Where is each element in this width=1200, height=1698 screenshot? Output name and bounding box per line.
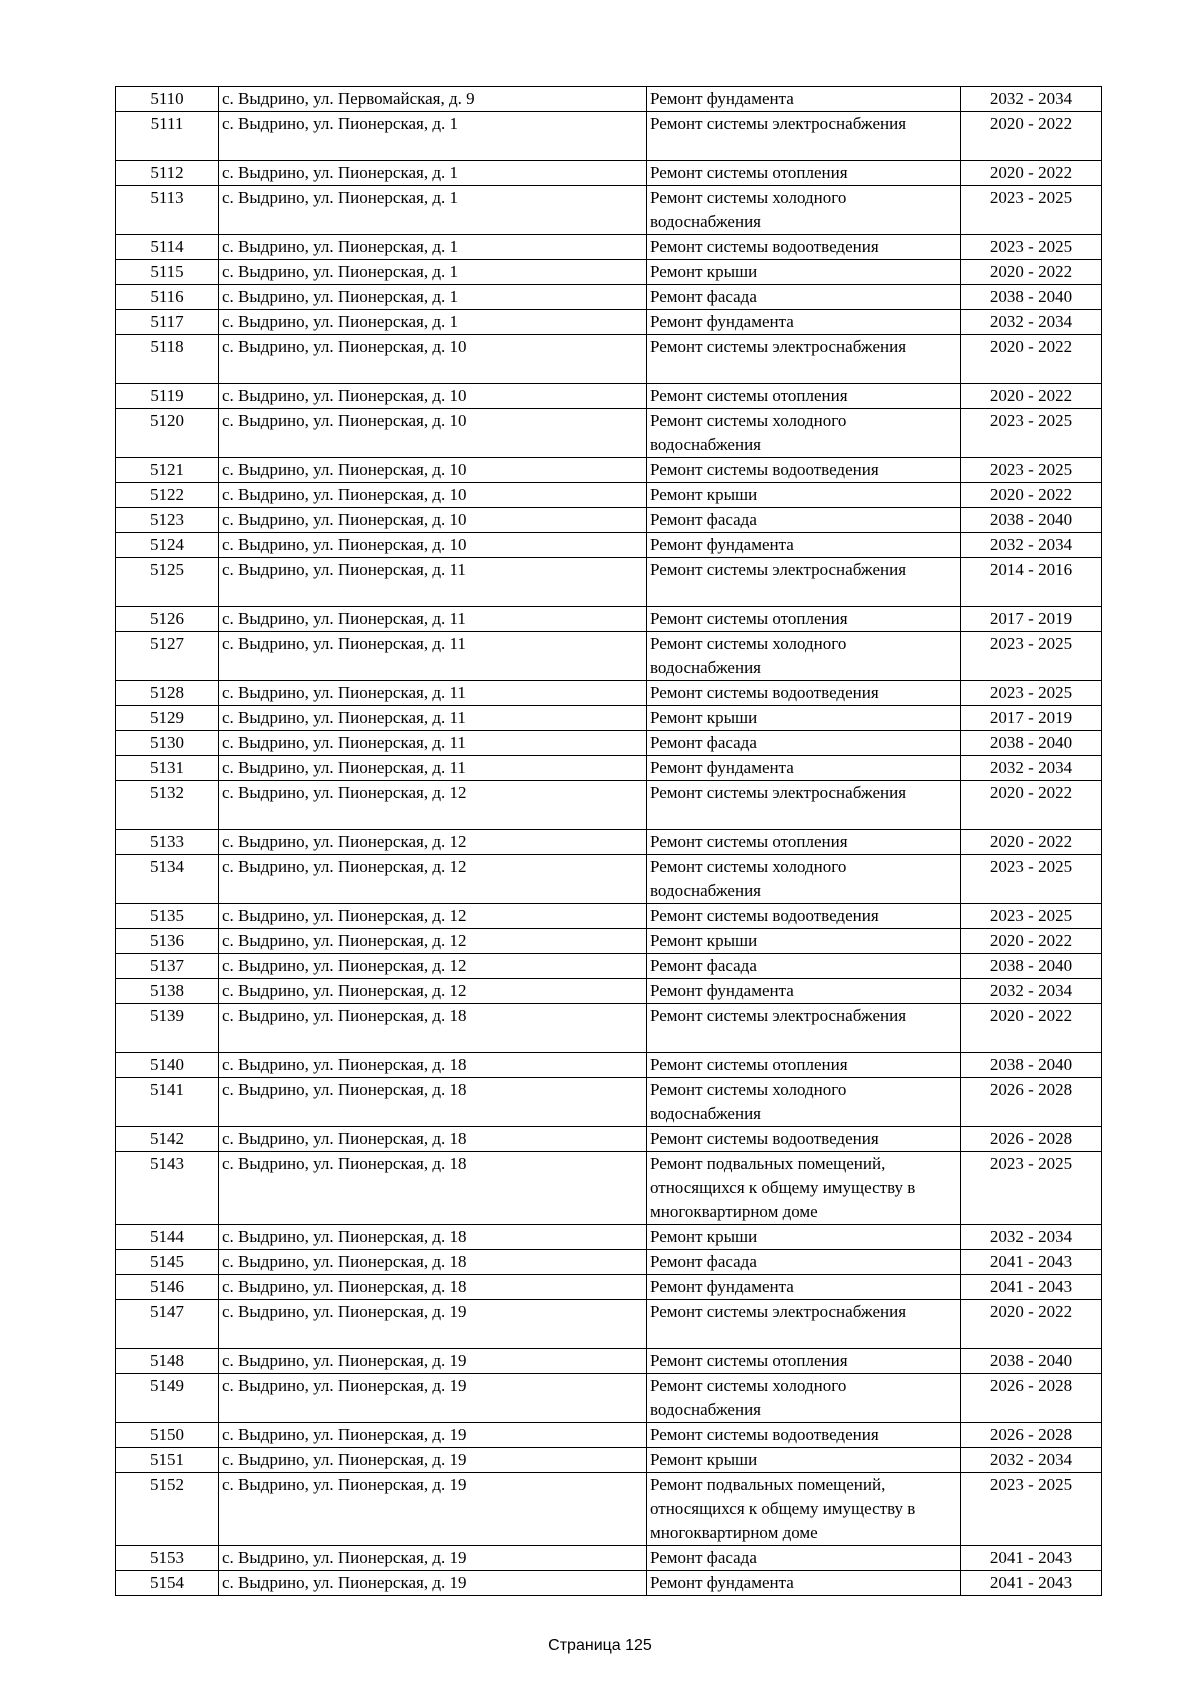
cell-work-type: Ремонт системы отопления — [647, 384, 961, 409]
cell-work-type: Ремонт системы водоотведения — [647, 458, 961, 483]
table-row — [116, 781, 1102, 830]
cell-address: с. Выдрино, ул. Пионерская, д. 11 — [219, 706, 647, 731]
cell-number: 5133 — [116, 830, 219, 855]
cell-period: 2041 - 2043 — [961, 1571, 1102, 1596]
cell-period: 2020 - 2022 — [961, 112, 1102, 161]
cell-number: 5153 — [116, 1546, 219, 1571]
cell-work-type: Ремонт системы электроснабжения — [647, 558, 961, 607]
table-row — [116, 1423, 1102, 1448]
cell-number: 5129 — [116, 706, 219, 731]
cell-period: 2023 - 2025 — [961, 1152, 1102, 1225]
cell-address: с. Выдрино, ул. Пионерская, д. 1 — [219, 235, 647, 260]
cell-address: с. Выдрино, ул. Пионерская, д. 12 — [219, 979, 647, 1004]
cell-work-type: Ремонт фундамента — [647, 1275, 961, 1300]
cell-number: 5138 — [116, 979, 219, 1004]
table-row — [116, 830, 1102, 855]
table-row — [116, 161, 1102, 186]
cell-work-type: Ремонт фундамента — [647, 310, 961, 335]
table-row — [116, 1571, 1102, 1596]
cell-period: 2032 - 2034 — [961, 533, 1102, 558]
table-row — [116, 186, 1102, 235]
cell-number: 5130 — [116, 731, 219, 756]
cell-period: 2032 - 2034 — [961, 756, 1102, 781]
cell-address: с. Выдрино, ул. Пионерская, д. 19 — [219, 1423, 647, 1448]
table-row — [116, 929, 1102, 954]
cell-work-type: Ремонт системы водоотведения — [647, 1423, 961, 1448]
cell-address: с. Выдрино, ул. Пионерская, д. 12 — [219, 855, 647, 904]
table-row — [116, 1349, 1102, 1374]
table-row — [116, 1078, 1102, 1127]
cell-number: 5111 — [116, 112, 219, 161]
cell-period: 2026 - 2028 — [961, 1127, 1102, 1152]
cell-number: 5115 — [116, 260, 219, 285]
table-row — [116, 409, 1102, 458]
cell-address: с. Выдрино, ул. Пионерская, д. 11 — [219, 607, 647, 632]
cell-number: 5154 — [116, 1571, 219, 1596]
cell-number: 5142 — [116, 1127, 219, 1152]
cell-work-type: Ремонт крыши — [647, 260, 961, 285]
table-row — [116, 285, 1102, 310]
cell-work-type: Ремонт системы водоотведения — [647, 1127, 961, 1152]
cell-address: с. Выдрино, ул. Пионерская, д. 18 — [219, 1127, 647, 1152]
cell-period: 2041 - 2043 — [961, 1546, 1102, 1571]
cell-work-type: Ремонт фасада — [647, 508, 961, 533]
cell-period: 2041 - 2043 — [961, 1250, 1102, 1275]
cell-address: с. Выдрино, ул. Пионерская, д. 19 — [219, 1448, 647, 1473]
cell-address: с. Выдрино, ул. Пионерская, д. 12 — [219, 830, 647, 855]
table-row — [116, 260, 1102, 285]
cell-work-type: Ремонт системы холодного водоснабжения — [647, 409, 961, 458]
table-row — [116, 1053, 1102, 1078]
cell-number: 5147 — [116, 1300, 219, 1349]
cell-address: с. Выдрино, ул. Пионерская, д. 18 — [219, 1152, 647, 1225]
cell-number: 5132 — [116, 781, 219, 830]
cell-work-type: Ремонт фасада — [647, 1546, 961, 1571]
cell-work-type: Ремонт крыши — [647, 706, 961, 731]
cell-period: 2020 - 2022 — [961, 335, 1102, 384]
cell-period: 2032 - 2034 — [961, 1448, 1102, 1473]
cell-number: 5146 — [116, 1275, 219, 1300]
cell-address: с. Выдрино, ул. Пионерская, д. 19 — [219, 1300, 647, 1349]
cell-number: 5114 — [116, 235, 219, 260]
cell-number: 5152 — [116, 1473, 219, 1546]
cell-period: 2026 - 2028 — [961, 1374, 1102, 1423]
cell-number: 5137 — [116, 954, 219, 979]
cell-work-type: Ремонт системы отопления — [647, 830, 961, 855]
table-row — [116, 310, 1102, 335]
cell-number: 5120 — [116, 409, 219, 458]
cell-number: 5128 — [116, 681, 219, 706]
table-row — [116, 508, 1102, 533]
cell-number: 5149 — [116, 1374, 219, 1423]
cell-period: 2020 - 2022 — [961, 929, 1102, 954]
cell-address: с. Выдрино, ул. Пионерская, д. 10 — [219, 384, 647, 409]
cell-address: с. Выдрино, ул. Пионерская, д. 11 — [219, 756, 647, 781]
table-row — [116, 756, 1102, 781]
cell-number: 5131 — [116, 756, 219, 781]
table-row — [116, 1300, 1102, 1349]
table-row — [116, 607, 1102, 632]
cell-period: 2023 - 2025 — [961, 235, 1102, 260]
cell-work-type: Ремонт фасада — [647, 285, 961, 310]
table-row — [116, 1275, 1102, 1300]
table-row — [116, 1127, 1102, 1152]
cell-period: 2023 - 2025 — [961, 904, 1102, 929]
cell-period: 2020 - 2022 — [961, 1300, 1102, 1349]
cell-work-type: Ремонт фасада — [647, 954, 961, 979]
cell-number: 5151 — [116, 1448, 219, 1473]
cell-work-type: Ремонт фундамента — [647, 87, 961, 112]
table-row — [116, 558, 1102, 607]
cell-period: 2038 - 2040 — [961, 1053, 1102, 1078]
cell-address: с. Выдрино, ул. Пионерская, д. 19 — [219, 1546, 647, 1571]
cell-number: 5144 — [116, 1225, 219, 1250]
cell-address: с. Выдрино, ул. Пионерская, д. 1 — [219, 260, 647, 285]
cell-work-type: Ремонт системы электроснабжения — [647, 1300, 961, 1349]
cell-number: 5123 — [116, 508, 219, 533]
table-row — [116, 706, 1102, 731]
repair-schedule-table — [115, 86, 1102, 1596]
cell-period: 2032 - 2034 — [961, 87, 1102, 112]
cell-address: с. Выдрино, ул. Пионерская, д. 19 — [219, 1374, 647, 1423]
cell-number: 5116 — [116, 285, 219, 310]
table-row — [116, 979, 1102, 1004]
cell-period: 2032 - 2034 — [961, 310, 1102, 335]
table-row — [116, 1004, 1102, 1053]
cell-period: 2026 - 2028 — [961, 1423, 1102, 1448]
cell-period: 2023 - 2025 — [961, 186, 1102, 235]
cell-work-type: Ремонт системы электроснабжения — [647, 112, 961, 161]
cell-period: 2023 - 2025 — [961, 1473, 1102, 1546]
cell-number: 5145 — [116, 1250, 219, 1275]
cell-work-type: Ремонт фундамента — [647, 979, 961, 1004]
cell-period: 2020 - 2022 — [961, 260, 1102, 285]
cell-work-type: Ремонт системы холодного водоснабжения — [647, 855, 961, 904]
table-row — [116, 904, 1102, 929]
cell-address: с. Выдрино, ул. Пионерская, д. 10 — [219, 483, 647, 508]
cell-period: 2020 - 2022 — [961, 161, 1102, 186]
cell-work-type: Ремонт фундамента — [647, 756, 961, 781]
cell-number: 5139 — [116, 1004, 219, 1053]
cell-work-type: Ремонт системы холодного водоснабжения — [647, 186, 961, 235]
cell-address: с. Выдрино, ул. Пионерская, д. 10 — [219, 508, 647, 533]
cell-address: с. Выдрино, ул. Пионерская, д. 18 — [219, 1275, 647, 1300]
table-row — [116, 384, 1102, 409]
cell-period: 2017 - 2019 — [961, 706, 1102, 731]
page-number: Страница 125 — [548, 1637, 652, 1654]
cell-address: с. Выдрино, ул. Пионерская, д. 18 — [219, 1004, 647, 1053]
cell-address: с. Выдрино, ул. Пионерская, д. 19 — [219, 1571, 647, 1596]
cell-number: 5121 — [116, 458, 219, 483]
table-row — [116, 632, 1102, 681]
table-row — [116, 1225, 1102, 1250]
cell-address: с. Выдрино, ул. Пионерская, д. 1 — [219, 310, 647, 335]
cell-number: 5127 — [116, 632, 219, 681]
cell-work-type: Ремонт системы электроснабжения — [647, 335, 961, 384]
cell-address: с. Выдрино, ул. Пионерская, д. 18 — [219, 1053, 647, 1078]
cell-period: 2032 - 2034 — [961, 1225, 1102, 1250]
cell-work-type: Ремонт системы водоотведения — [647, 904, 961, 929]
cell-period: 2020 - 2022 — [961, 483, 1102, 508]
cell-work-type: Ремонт системы холодного водоснабжения — [647, 632, 961, 681]
cell-address: с. Выдрино, ул. Пионерская, д. 10 — [219, 335, 647, 384]
table-row — [116, 855, 1102, 904]
cell-period: 2014 - 2016 — [961, 558, 1102, 607]
cell-work-type: Ремонт системы холодного водоснабжения — [647, 1078, 961, 1127]
cell-period: 2023 - 2025 — [961, 632, 1102, 681]
cell-work-type: Ремонт системы отопления — [647, 1349, 961, 1374]
cell-number: 5134 — [116, 855, 219, 904]
cell-number: 5119 — [116, 384, 219, 409]
cell-address: с. Выдрино, ул. Пионерская, д. 10 — [219, 458, 647, 483]
cell-period: 2038 - 2040 — [961, 285, 1102, 310]
cell-address: с. Выдрино, ул. Пионерская, д. 12 — [219, 929, 647, 954]
cell-period: 2023 - 2025 — [961, 681, 1102, 706]
table-body — [116, 87, 1102, 1596]
cell-period: 2023 - 2025 — [961, 458, 1102, 483]
cell-work-type: Ремонт фасада — [647, 1250, 961, 1275]
cell-address: с. Выдрино, ул. Пионерская, д. 19 — [219, 1349, 647, 1374]
cell-address: с. Выдрино, ул. Пионерская, д. 1 — [219, 285, 647, 310]
cell-address: с. Выдрино, ул. Пионерская, д. 11 — [219, 632, 647, 681]
cell-address: с. Выдрино, ул. Пионерская, д. 19 — [219, 1473, 647, 1546]
cell-address: с. Выдрино, ул. Пионерская, д. 11 — [219, 558, 647, 607]
cell-address: с. Выдрино, ул. Пионерская, д. 1 — [219, 186, 647, 235]
table-row — [116, 1374, 1102, 1423]
cell-work-type: Ремонт фундамента — [647, 533, 961, 558]
cell-work-type: Ремонт системы электроснабжения — [647, 1004, 961, 1053]
cell-number: 5140 — [116, 1053, 219, 1078]
cell-period: 2017 - 2019 — [961, 607, 1102, 632]
cell-work-type: Ремонт системы холодного водоснабжения — [647, 1374, 961, 1423]
cell-number: 5148 — [116, 1349, 219, 1374]
cell-address: с. Выдрино, ул. Пионерская, д. 10 — [219, 533, 647, 558]
cell-work-type: Ремонт крыши — [647, 483, 961, 508]
table-row — [116, 1546, 1102, 1571]
table-row — [116, 681, 1102, 706]
table-row — [116, 483, 1102, 508]
table-row — [116, 335, 1102, 384]
cell-period: 2020 - 2022 — [961, 830, 1102, 855]
table-row — [116, 954, 1102, 979]
table-row — [116, 1152, 1102, 1225]
cell-work-type: Ремонт крыши — [647, 929, 961, 954]
table-row — [116, 1473, 1102, 1546]
cell-address: с. Выдрино, ул. Пионерская, д. 1 — [219, 112, 647, 161]
cell-address: с. Выдрино, ул. Пионерская, д. 12 — [219, 904, 647, 929]
cell-address: с. Выдрино, ул. Пионерская, д. 10 — [219, 409, 647, 458]
cell-work-type: Ремонт системы отопления — [647, 607, 961, 632]
cell-number: 5113 — [116, 186, 219, 235]
cell-period: 2020 - 2022 — [961, 781, 1102, 830]
cell-number: 5135 — [116, 904, 219, 929]
cell-work-type: Ремонт подвальных помещений, относящихся к общему имуществу в многоквартирном доме — [647, 1152, 961, 1225]
cell-period: 2041 - 2043 — [961, 1275, 1102, 1300]
cell-address: с. Выдрино, ул. Пионерская, д. 1 — [219, 161, 647, 186]
cell-number: 5143 — [116, 1152, 219, 1225]
cell-period: 2038 - 2040 — [961, 954, 1102, 979]
table-row — [116, 87, 1102, 112]
cell-period: 2020 - 2022 — [961, 384, 1102, 409]
cell-number: 5110 — [116, 87, 219, 112]
cell-period: 2026 - 2028 — [961, 1078, 1102, 1127]
cell-number: 5126 — [116, 607, 219, 632]
cell-work-type: Ремонт подвальных помещений, относящихся к общему имуществу в многоквартирном доме — [647, 1473, 961, 1546]
table-row — [116, 1250, 1102, 1275]
cell-address: с. Выдрино, ул. Пионерская, д. 11 — [219, 731, 647, 756]
cell-work-type: Ремонт системы водоотведения — [647, 235, 961, 260]
cell-number: 5136 — [116, 929, 219, 954]
cell-address: с. Выдрино, ул. Пионерская, д. 11 — [219, 681, 647, 706]
cell-period: 2020 - 2022 — [961, 1004, 1102, 1053]
cell-address: с. Выдрино, ул. Пионерская, д. 12 — [219, 781, 647, 830]
table-row — [116, 1448, 1102, 1473]
cell-address: с. Выдрино, ул. Пионерская, д. 18 — [219, 1078, 647, 1127]
cell-work-type: Ремонт системы отопления — [647, 1053, 961, 1078]
cell-work-type: Ремонт системы водоотведения — [647, 681, 961, 706]
cell-work-type: Ремонт фундамента — [647, 1571, 961, 1596]
cell-period: 2038 - 2040 — [961, 731, 1102, 756]
cell-work-type: Ремонт крыши — [647, 1225, 961, 1250]
table-row — [116, 533, 1102, 558]
cell-period: 2023 - 2025 — [961, 409, 1102, 458]
cell-work-type: Ремонт системы отопления — [647, 161, 961, 186]
cell-work-type: Ремонт системы электроснабжения — [647, 781, 961, 830]
cell-address: с. Выдрино, ул. Пионерская, д. 12 — [219, 954, 647, 979]
cell-work-type: Ремонт крыши — [647, 1448, 961, 1473]
cell-number: 5125 — [116, 558, 219, 607]
cell-period: 2038 - 2040 — [961, 508, 1102, 533]
cell-number: 5141 — [116, 1078, 219, 1127]
cell-period: 2038 - 2040 — [961, 1349, 1102, 1374]
cell-number: 5124 — [116, 533, 219, 558]
cell-address: с. Выдрино, ул. Первомайская, д. 9 — [219, 87, 647, 112]
cell-work-type: Ремонт фасада — [647, 731, 961, 756]
cell-number: 5112 — [116, 161, 219, 186]
table-row — [116, 458, 1102, 483]
cell-address: с. Выдрино, ул. Пионерская, д. 18 — [219, 1250, 647, 1275]
table-row — [116, 112, 1102, 161]
cell-number: 5122 — [116, 483, 219, 508]
cell-period: 2032 - 2034 — [961, 979, 1102, 1004]
cell-number: 5118 — [116, 335, 219, 384]
cell-period: 2023 - 2025 — [961, 855, 1102, 904]
table-row — [116, 235, 1102, 260]
table-row — [116, 731, 1102, 756]
cell-number: 5150 — [116, 1423, 219, 1448]
cell-address: с. Выдрино, ул. Пионерская, д. 18 — [219, 1225, 647, 1250]
cell-number: 5117 — [116, 310, 219, 335]
